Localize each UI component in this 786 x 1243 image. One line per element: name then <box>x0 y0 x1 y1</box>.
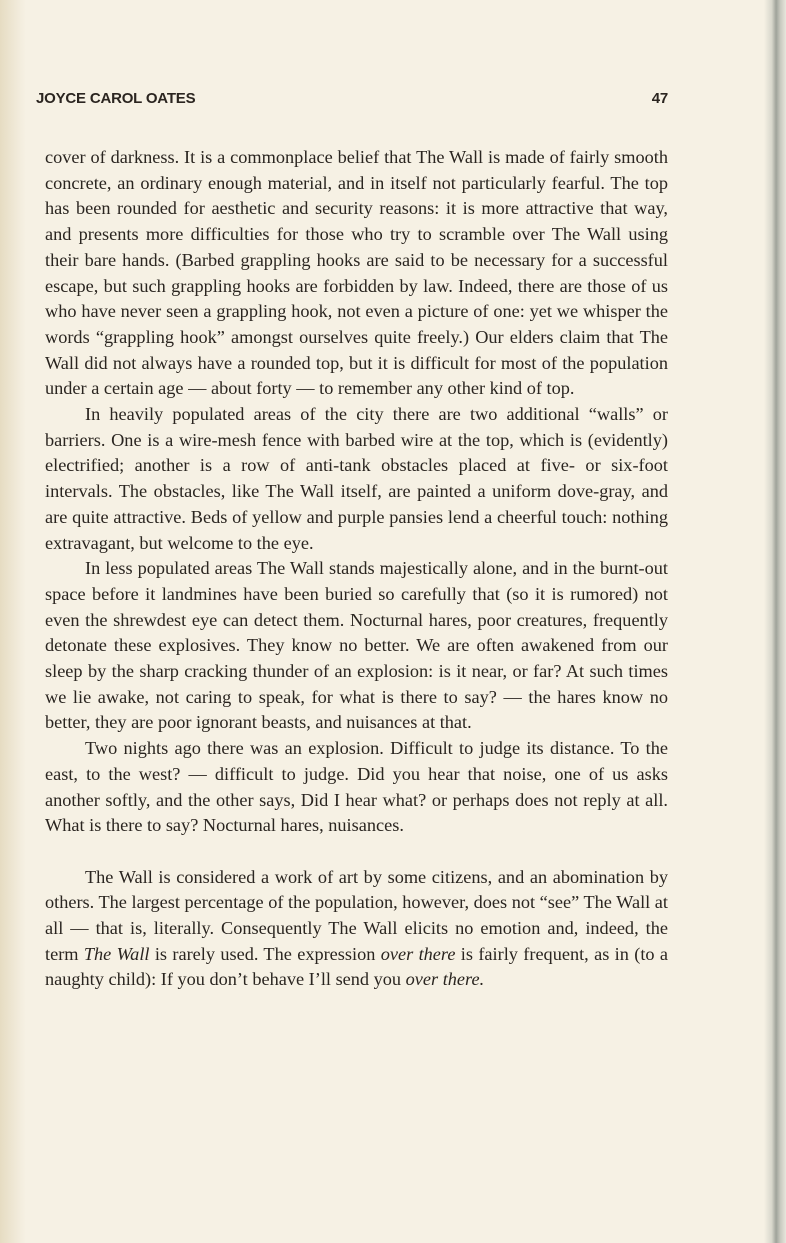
page-gutter-shadow <box>0 0 26 1243</box>
text-run: The Wall is considered a work of art by some citizens, and an abomination by others. The largest percentage of the population, however, does not “see” The Wall at all — that is, literally. Consequently The Wall elicits no emotion and, indeed, the term <box>45 866 668 964</box>
paragraph-landmines: In less populated areas The Wall stands majestically alone, and in the burnt-out space before it landmines have been buried so carefully that (so it is rumored) not even the shrewdest eye can detect them. Nocturnal hares, poor creatures, frequently detonate these explosives. They know no better. We are often awakened from our sleep by the sharp cracking thunder of an explosion: is it near, or far? At such times we lie awake, not caring to speak, for what is there to say? — the hares know no better, they are poor ignorant beasts, and nuisances at that. <box>45 558 668 733</box>
page-number: 47 <box>651 90 668 107</box>
body-text <box>45 145 668 993</box>
running-head-author: JOYCE CAROL OATES <box>36 90 196 107</box>
paragraph-explosion: Two nights ago there was an explosion. Difficult to judge its distance. To the east, to the west? — difficult to judge. Did you hear that noise, one of us asks another softly, and the other says, Did I hear what? or perhaps does not reply at all. What is there to say? Nocturnal hares, nuisances. <box>45 738 668 836</box>
paragraph-continued: cover of darkness. It is a commonplace belief that The Wall is made of fairly smooth concrete, an ordinary enough material, and in itself not particularly fearful. The top has been rounded for aesthetic and security reasons: it is more attractive that way, and presents more difficulties for those who try to scramble over The Wall using their bare hands. (Barbed grappling hooks are said to be necessary for a successful escape, but such grappling hooks are forbidden by law. Indeed, there are those of us who have never seen a grappling hook, not even a picture of one: yet we whisper the words “grappling hook” amongst ourselves quite freely.) Our elders claim that The Wall did not always have a rounded top, but it is difficult for most of the population under a certain age — about forty — to remember any other kind of top. <box>45 147 668 399</box>
text-run: is fairly frequent, as in (to a naughty child): If you don’t behave I’ll send you <box>45 943 668 990</box>
page-edge-binding <box>764 0 786 1243</box>
text-run: is rarely used. The expression <box>149 943 381 964</box>
italic-term-over-there-end: over there. <box>405 969 485 990</box>
paragraph-work-of-art <box>45 865 668 994</box>
italic-term-over-there: over there <box>380 943 456 964</box>
paragraph-walls-barriers: In heavily populated areas of the city there are two additional “walls” or barriers. One is a wire-mesh fence with barbed wire at the top, which is (evidently) electrified; another is a row of anti-tank obstacles placed at five- or six-foot intervals. The obstacles, like The Wall itself, are painted a uniform dove-gray, and are quite attractive. Beds of yellow and purple pansies lend a cheerful touch: nothing extravagant, but welcome to the eye. <box>45 404 668 553</box>
running-header <box>36 90 668 112</box>
italic-term-the-wall: The Wall <box>83 943 150 964</box>
